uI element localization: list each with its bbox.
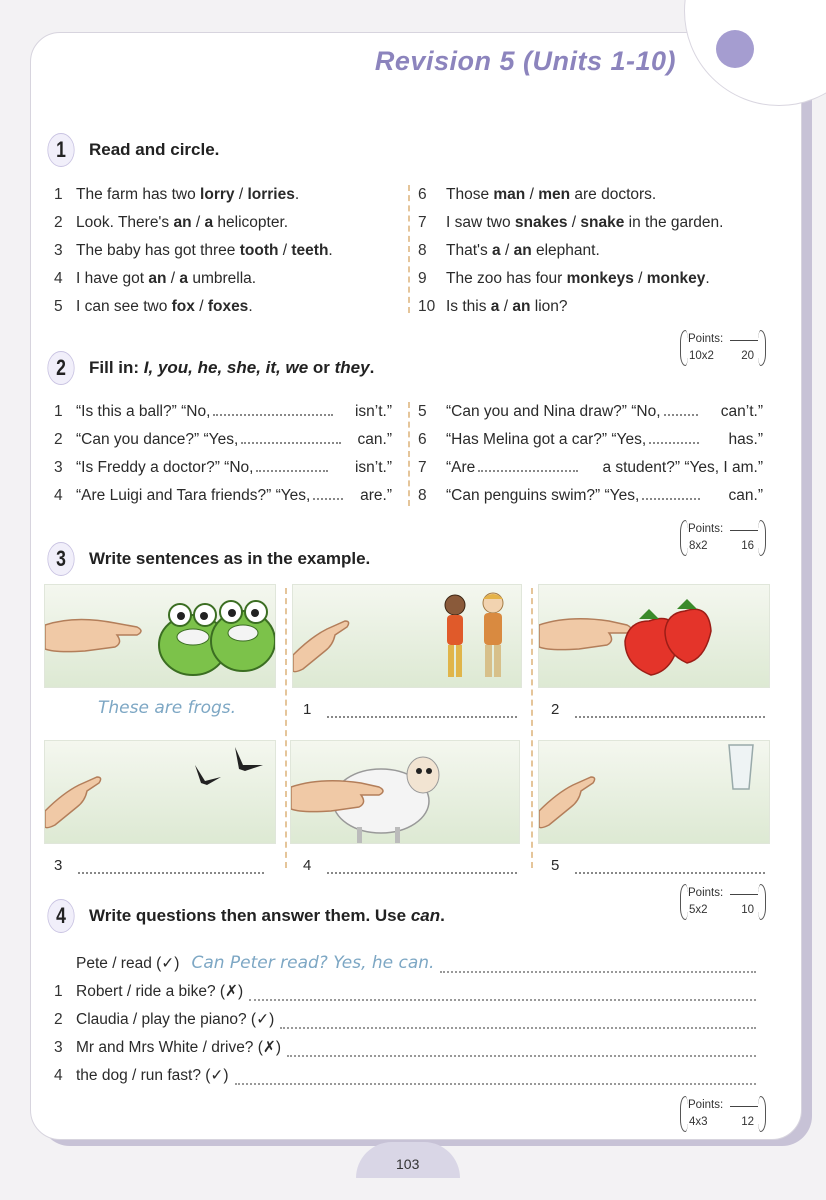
- exercise-number: 2: [47, 351, 74, 385]
- sentence-part: /: [194, 298, 208, 315]
- sentence-start: [418, 426, 702, 454]
- ex4-example-row: Pete / read (✓) Can Peter read? Yes, he can.: [76, 951, 756, 973]
- question-row: [54, 1035, 756, 1057]
- sentence-start: [54, 482, 346, 510]
- sentence-part: elephant.: [531, 242, 600, 259]
- list-item: [418, 209, 723, 237]
- picture-sheep: [290, 740, 520, 844]
- item-number: 5: [54, 298, 63, 315]
- item-number: 6: [418, 431, 427, 448]
- sentence-part: /: [166, 270, 180, 287]
- sentence-part: “Are Luigi and Tara friends?” “Yes,: [76, 487, 311, 504]
- sentence-part: /: [567, 214, 581, 231]
- item-number: 4: [54, 270, 63, 287]
- sentence-part: The baby has got three: [76, 242, 240, 259]
- sentence-part: That's: [446, 242, 493, 259]
- exercise-number: 4: [47, 899, 74, 933]
- children-illustration: [293, 585, 522, 688]
- choice-word[interactable]: an: [512, 298, 531, 315]
- blank-field[interactable]: [256, 454, 328, 472]
- exercise-4-heading: [44, 899, 445, 933]
- corner-dot: [716, 30, 754, 68]
- item-number: 8: [418, 242, 427, 259]
- glass-illustration: [539, 741, 770, 844]
- choice-word[interactable]: tooth: [239, 242, 279, 259]
- choice-word[interactable]: an: [173, 214, 192, 231]
- sentence-part: I saw two: [446, 214, 515, 231]
- sentence-part: .: [294, 186, 300, 203]
- sentence-part: The farm has two: [76, 186, 201, 203]
- list-item: [418, 237, 723, 265]
- sentence-part: /: [278, 242, 292, 259]
- list-item: [54, 209, 333, 237]
- choice-word[interactable]: lorries: [247, 186, 295, 203]
- choice-word[interactable]: a: [490, 298, 500, 315]
- sentence-part: /: [633, 270, 647, 287]
- list-item: [418, 482, 763, 510]
- item-sentence: [446, 265, 710, 293]
- choice-word[interactable]: men: [538, 186, 571, 203]
- sentence-part: isn’t.”: [354, 459, 392, 476]
- item-sentence: [76, 265, 256, 293]
- list-item: [54, 237, 333, 265]
- points-box: Points: 10x2 20: [680, 330, 766, 368]
- list-item: [54, 265, 333, 293]
- sentence-part: are doctors.: [570, 186, 657, 203]
- list-item: [418, 293, 723, 321]
- item-number: 1: [54, 186, 63, 203]
- sentence-part: .: [248, 298, 253, 315]
- item-number: 1: [54, 403, 63, 420]
- page-number: 103: [396, 1156, 420, 1172]
- sentence-part: a student?” “Yes, I am.”: [602, 459, 763, 476]
- item-sentence: [446, 293, 568, 321]
- sentence-start: [54, 398, 336, 426]
- answer-line-3[interactable]: 3: [54, 856, 267, 874]
- exercise-instruction: Write sentences as in the example.: [89, 549, 371, 568]
- item-number: 2: [54, 431, 63, 448]
- choice-word[interactable]: lorry: [200, 186, 235, 203]
- example-answer: These are frogs.: [98, 698, 237, 718]
- choice-word[interactable]: a: [204, 214, 214, 231]
- question-row: [54, 979, 756, 1001]
- sentence-part: “Can you dance?” “Yes,: [76, 431, 239, 448]
- birds-illustration: [45, 741, 276, 844]
- choice-word[interactable]: a: [179, 270, 189, 287]
- item-number: 9: [418, 270, 427, 287]
- item-number: 3: [54, 1039, 63, 1056]
- sentence-part: /: [500, 242, 514, 259]
- sentence-part: /: [234, 186, 248, 203]
- choice-word[interactable]: foxes: [207, 298, 249, 315]
- sentence-part: Those: [446, 186, 494, 203]
- blank-field[interactable]: [478, 454, 578, 472]
- list-item: [54, 454, 392, 482]
- answer-line-1[interactable]: 1: [303, 700, 520, 718]
- question-prompt: Claudia / play the piano? (✓): [76, 1011, 275, 1028]
- choice-word[interactable]: a: [492, 242, 501, 259]
- question-row: [54, 1063, 756, 1085]
- sentence-start: [418, 398, 701, 426]
- question-row: [54, 1007, 756, 1029]
- answer-line-5[interactable]: 5: [551, 856, 768, 874]
- sentence-part: I have got: [76, 270, 149, 287]
- question-prompt: the dog / run fast? (✓): [76, 1067, 229, 1084]
- answer-line[interactable]: [287, 1041, 756, 1057]
- sentence-part: The zoo has four: [446, 270, 567, 287]
- item-number: 1: [54, 983, 63, 1000]
- choice-word[interactable]: snake: [580, 214, 625, 231]
- blank-field[interactable]: [313, 482, 343, 500]
- list-item: [54, 181, 333, 209]
- list-item: [418, 181, 723, 209]
- answer-line-2[interactable]: 2: [551, 700, 768, 718]
- list-item: [54, 293, 333, 321]
- column-divider: [408, 402, 410, 506]
- choice-word[interactable]: an: [148, 270, 167, 287]
- choice-word[interactable]: man: [493, 186, 526, 203]
- item-number: 4: [54, 487, 63, 504]
- sentence-part: /: [191, 214, 205, 231]
- points-box: Points: 8x2 16: [680, 520, 766, 558]
- sentence-part: “Can penguins swim?” “Yes,: [446, 487, 640, 504]
- blank-field[interactable]: [213, 398, 333, 416]
- frogs-illustration: [45, 585, 276, 688]
- list-item: [418, 398, 763, 426]
- sentence-part: “Has Melina got a car?” “Yes,: [446, 431, 647, 448]
- sentence-part: lion?: [530, 298, 568, 315]
- picture-children: [292, 584, 522, 688]
- item-number: 10: [418, 298, 436, 315]
- item-number: 6: [418, 186, 427, 203]
- answer-line[interactable]: [280, 1013, 756, 1029]
- sentence-part: can’t.”: [720, 403, 763, 420]
- list-item: [54, 426, 392, 454]
- sentence-part: umbrella.: [188, 270, 257, 287]
- ex2-left-column: [54, 398, 392, 510]
- sentence-part: “Is Freddy a doctor?” “No,: [76, 459, 254, 476]
- item-number: 7: [418, 214, 427, 231]
- item-number: 5: [418, 403, 427, 420]
- blank-field[interactable]: [664, 398, 698, 416]
- sentence-part: “Are: [446, 459, 476, 476]
- ex1-right-column: [418, 181, 723, 321]
- item-number: 2: [54, 214, 63, 231]
- ex2-right-column: [418, 398, 763, 510]
- item-sentence: [76, 237, 333, 265]
- sentence-part: /: [525, 186, 539, 203]
- sentence-part: can.”: [357, 431, 392, 448]
- choice-word[interactable]: snakes: [514, 214, 568, 231]
- strawberries-illustration: [539, 585, 770, 688]
- exercise-1-heading: [44, 133, 219, 167]
- sheep-illustration: [291, 741, 520, 844]
- exercise-2-heading: [44, 351, 374, 385]
- list-item: [418, 265, 723, 293]
- sentence-part: in the garden.: [624, 214, 724, 231]
- choice-word[interactable]: monkey: [646, 270, 706, 287]
- column-divider: [408, 185, 410, 313]
- picture-birds: [44, 740, 276, 844]
- sentence-part: .: [328, 242, 333, 259]
- answer-line[interactable]: [235, 1069, 756, 1085]
- sentence-start: [418, 454, 581, 482]
- exercise-instruction: Read and circle.: [89, 140, 220, 159]
- sentence-part: I can see two: [76, 298, 172, 315]
- points-box: Points: 5x2 10: [680, 884, 766, 922]
- exercise-number: 1: [47, 133, 74, 167]
- exercise-number: 3: [47, 542, 74, 576]
- sentence-part: /: [499, 298, 513, 315]
- points-box: Points: 4x3 12: [680, 1096, 766, 1134]
- sentence-part: has.”: [728, 431, 763, 448]
- sentence-part: helicopter.: [213, 214, 289, 231]
- exercise-3-heading: [44, 542, 370, 576]
- sentence-start: [418, 482, 703, 510]
- blank-field[interactable]: [642, 482, 700, 500]
- picture-glass: [538, 740, 770, 844]
- sentence-start: [54, 454, 331, 482]
- item-sentence: [76, 209, 288, 237]
- item-sentence: [446, 181, 656, 209]
- blank-field[interactable]: [241, 426, 341, 444]
- item-sentence: [446, 209, 723, 237]
- list-item: [54, 482, 392, 510]
- sentence-part: “Is this a ball?” “No,: [76, 403, 211, 420]
- item-number: 4: [54, 1067, 63, 1084]
- picture-frogs: [44, 584, 276, 688]
- exercise-instruction: Write questions then answer them. Use can.: [89, 906, 445, 925]
- item-number: 3: [54, 242, 63, 259]
- sentence-start: [54, 426, 344, 454]
- sentence-part: .: [705, 270, 710, 287]
- list-item: [54, 398, 392, 426]
- answer-line[interactable]: [249, 985, 756, 1001]
- item-number: 7: [418, 459, 427, 476]
- sentence-part: Is this: [446, 298, 491, 315]
- blank-field[interactable]: [649, 426, 699, 444]
- question-prompt: Mr and Mrs White / drive? (✗): [76, 1039, 282, 1056]
- picture-divider: [285, 588, 287, 868]
- item-sentence: [76, 181, 299, 209]
- picture-divider: [531, 588, 533, 868]
- choice-word[interactable]: fox: [171, 298, 195, 315]
- list-item: [418, 426, 763, 454]
- item-number: 2: [54, 1011, 63, 1028]
- sentence-part: Look. There's: [76, 214, 174, 231]
- list-item: [418, 454, 763, 482]
- exercise-instruction: Fill in: I, you, he, she, it, we or they.: [89, 358, 375, 377]
- page-title: Revision 5 (Units 1-10): [374, 46, 676, 76]
- sentence-part: isn’t.”: [354, 403, 392, 420]
- sentence-part: are.”: [360, 487, 392, 504]
- ex1-left-column: [54, 181, 333, 321]
- choice-word[interactable]: monkeys: [566, 270, 634, 287]
- sentence-part: can.”: [728, 487, 763, 504]
- item-number: 3: [54, 459, 63, 476]
- question-prompt: Robert / ride a bike? (✗): [76, 983, 244, 1000]
- sentence-part: “Can you and Nina draw?” “No,: [446, 403, 661, 420]
- picture-strawberries: [538, 584, 770, 688]
- item-sentence: [446, 237, 600, 265]
- choice-word[interactable]: teeth: [291, 242, 329, 259]
- item-number: 8: [418, 487, 427, 504]
- answer-line-4[interactable]: 4: [303, 856, 520, 874]
- item-sentence: [76, 293, 253, 321]
- choice-word[interactable]: an: [513, 242, 532, 259]
